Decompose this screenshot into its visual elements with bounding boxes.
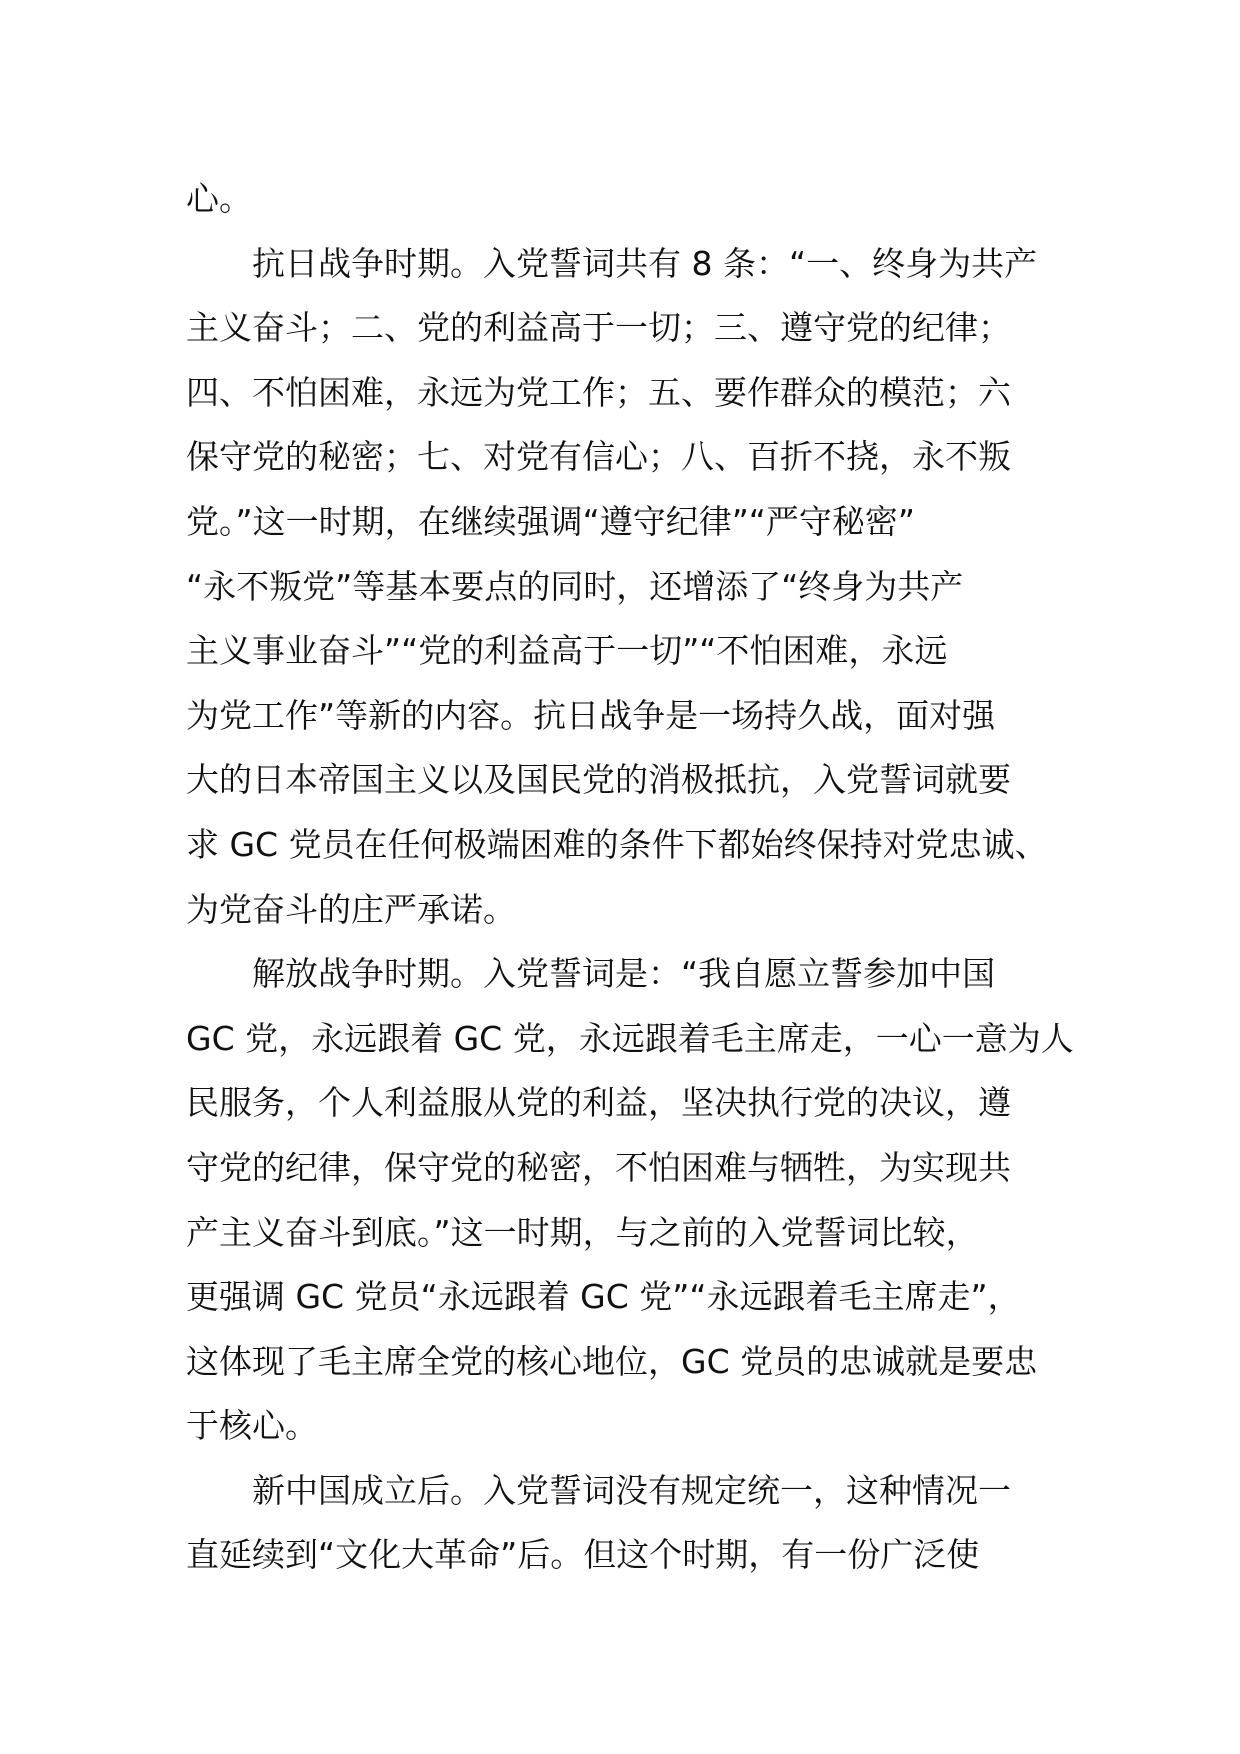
text-line: 主义事业奋斗”“党的利益高于一切”“不怕困难，永远 <box>186 631 948 671</box>
text-line: 产主义奋斗到底。”这一时期，与之前的入党誓词比较， <box>186 1212 979 1252</box>
text-line: 这体现了毛主席全党的核心地位，GC 党员的忠诚就是要忠 <box>186 1341 1038 1381</box>
text-line: 直延续到“文化大革命”后。但这个时期，有一份广泛使 <box>186 1535 980 1575</box>
text-line: 守党的纪律，保守党的秘密，不怕困难与牺牲，为实现共 <box>186 1147 1011 1187</box>
text-line: 大的日本帝国主义以及国民党的消极抵抗，入党誓词就要 <box>186 760 1011 800</box>
text-line: 心。 <box>186 179 252 218</box>
text-line: 于核心。 <box>186 1406 318 1446</box>
text-line: 抗日战争时期。入党誓词共有 8 条：“一、终身为共产 <box>186 243 1038 283</box>
text-line: 民服务，个人利益服从党的利益，坚决执行党的决议，遵 <box>186 1083 1011 1123</box>
text-line: 为党奋斗的庄严承诺。 <box>186 889 516 929</box>
text-line: “永不叛党”等基本要点的同时，还增添了“终身为共产 <box>186 566 964 606</box>
text-line: 新中国成立后。入党誓词没有规定统一，这种情况一 <box>186 1470 1011 1510</box>
text-line: 四、不怕困难，永远为党工作；五、要作群众的模范；六 <box>186 372 1011 412</box>
text-line: 主义奋斗；二、党的利益高于一切；三、遵守党的纪律； <box>186 308 1011 348</box>
text-line: 为党工作”等新的内容。抗日战争是一场持久战，面对强 <box>186 695 996 735</box>
text-line: 党。”这一时期，在继续强调“遵守纪律”“严守秘密” <box>186 501 915 541</box>
body-text <box>186 167 1074 1588</box>
text-line: GC 党，永远跟着 GC 党，永远跟着毛主席走，一心一意为人 <box>186 1018 1074 1058</box>
text-line: 更强调 GC 党员“永远跟着 GC 党”“永远跟着毛主席走”， <box>186 1277 1021 1317</box>
text-line: 解放战争时期。入党誓词是：“我自愿立誓参加中国 <box>186 954 996 994</box>
text-line: 求 GC 党员在任何极端困难的条件下都始终保持对党忠诚、 <box>186 824 1048 864</box>
text-line: 保守党的秘密；七、对党有信心；八、百折不挠，永不叛 <box>186 437 1011 477</box>
